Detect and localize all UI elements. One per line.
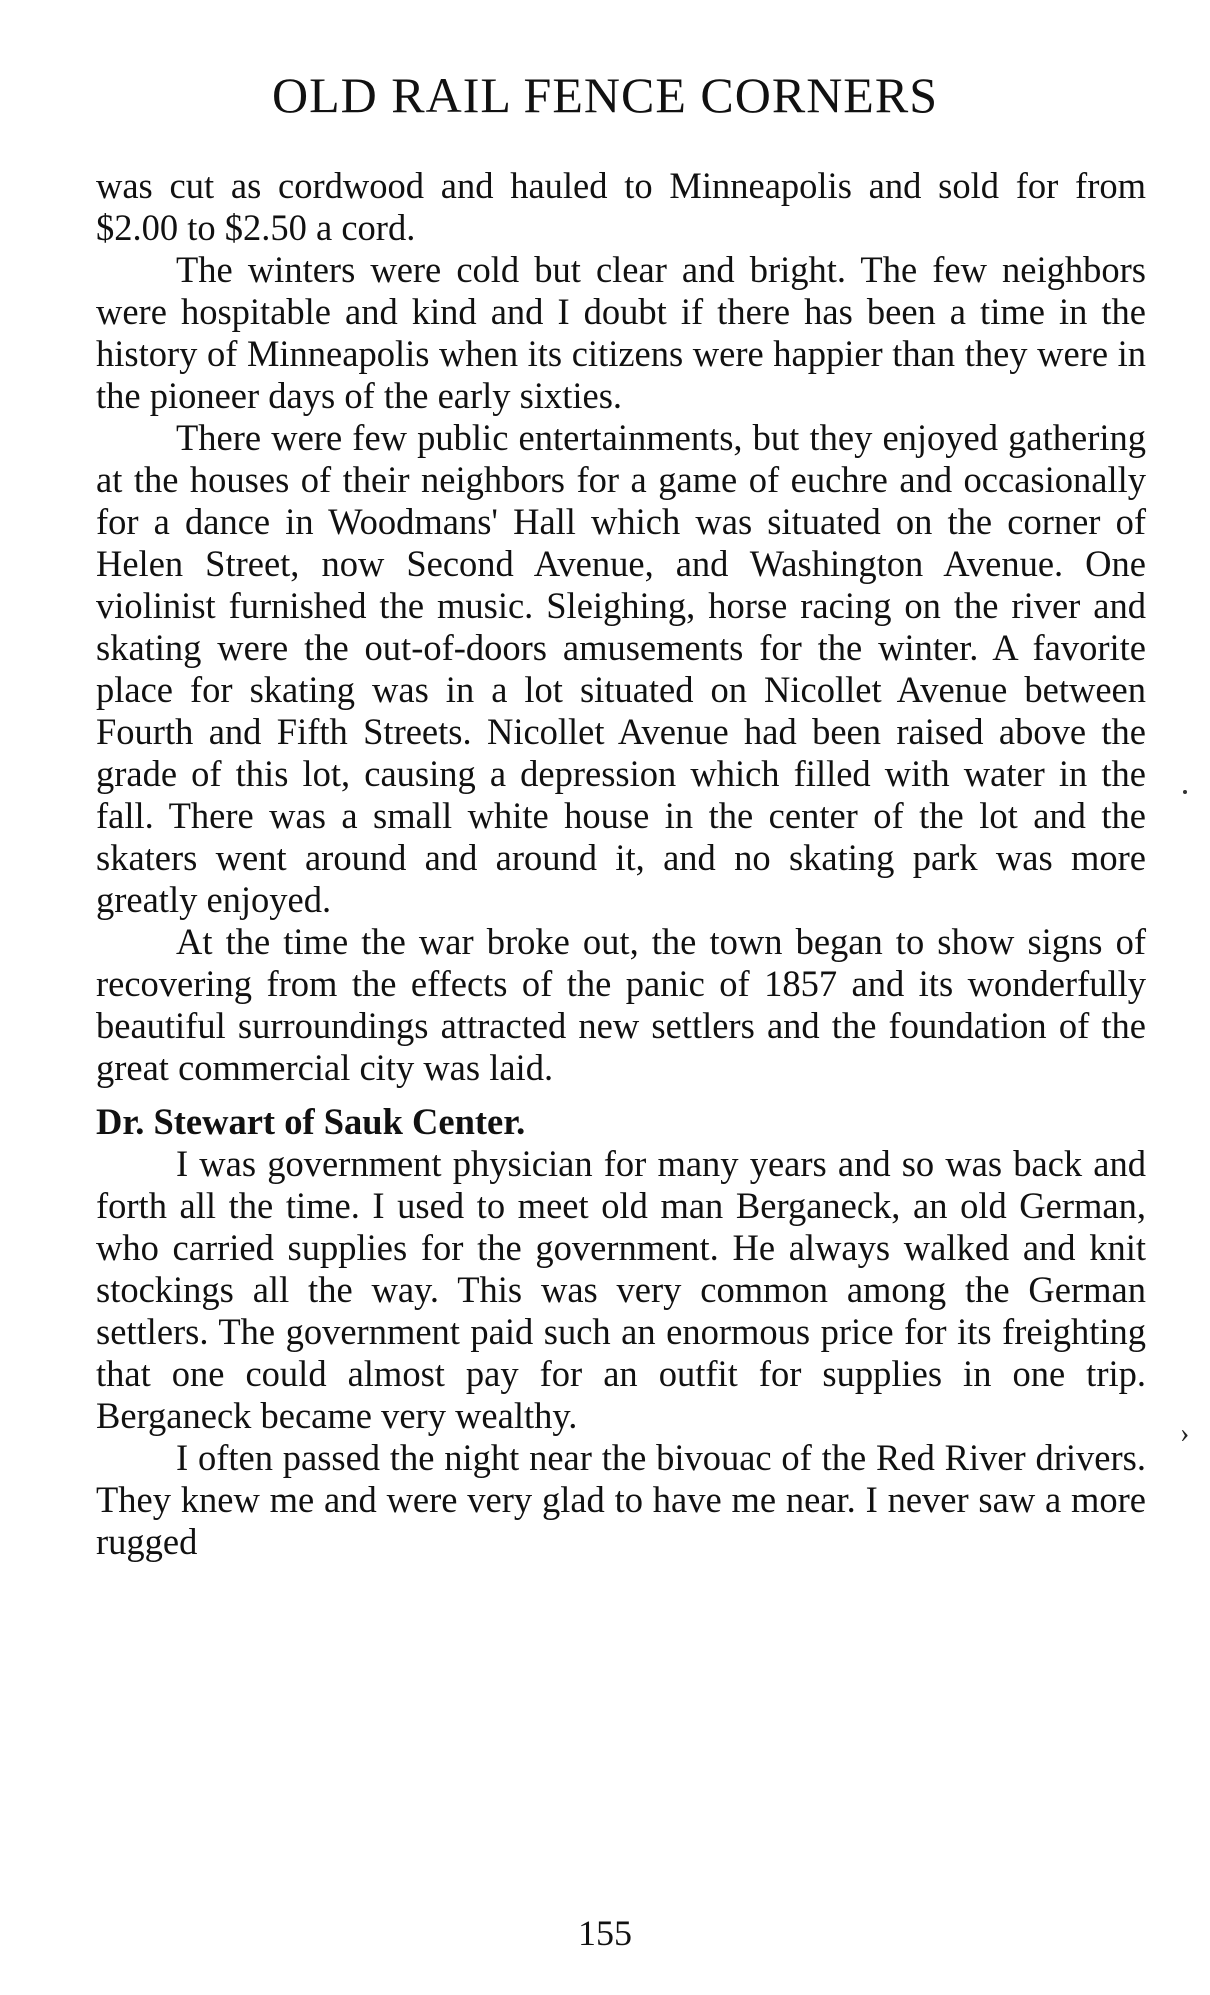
running-head: OLD RAIL FENCE CORNERS — [271, 67, 939, 123]
body-text — [96, 165, 1146, 1563]
paragraph-2: The winters were cold but clear and bright. The few neighbors were hospitable and kind and I doubt if there has been a time in the history of Minneapolis when its citizens were happier than they were in the pioneer days of the early sixties. — [96, 249, 1146, 416]
paragraph-5: I was government physician for many years and so was back and forth all the time. I used to meet old man Berganeck, an old German, who carried supplies for the government. He always walked and knit stockings all the way. This was very common among the German settlers. The government paid such an enormous price for its freighting that one could almost pay for an outfit for supplies in one trip. Berganeck became very wealthy. — [96, 1143, 1146, 1436]
paragraph-3: There were few public entertainments, but they enjoyed gathering at the houses of their neighbors for a game of euchre and occasionally for a dance in Woodmans' Hall which was situated on the corner of Helen Street, now Second Avenue, and Washington Avenue. One violinist furnished the music. Sleighing, horse racing on the river and skating were the out-of-doors amusements for the winter. A favorite place for skating was in a lot situated on Nicollet Avenue between Fourth and Fifth Streets. Nicollet Avenue had been raised above the grade of this lot, causing a depression which filled with water in the fall. There was a small white house in the center of the lot and the skaters went around and around it, and no skating park was more greatly enjoyed. — [96, 417, 1146, 920]
margin-speck — [1183, 790, 1187, 794]
margin-bracket-mark: › — [1180, 1418, 1190, 1449]
page-number: 155 — [578, 1913, 632, 1953]
paragraph-4: At the time the war broke out, the town began to show signs of recovering from the effects of the panic of 1857 and its wonderfully beautiful surroundings attracted new settlers and the foundation of the great commercial city was laid. — [96, 921, 1146, 1088]
paragraph-6: I often passed the night near the bivouac of the Red River drivers. They knew me and were very glad to have me near. I never saw a more rugged — [96, 1437, 1146, 1562]
paragraph-1: was cut as cordwood and hauled to Minneapolis and sold for from $2.00 to $2.50 a cord. — [96, 165, 1146, 248]
section-subhead: Dr. Stewart of Sauk Center. — [96, 1101, 526, 1142]
